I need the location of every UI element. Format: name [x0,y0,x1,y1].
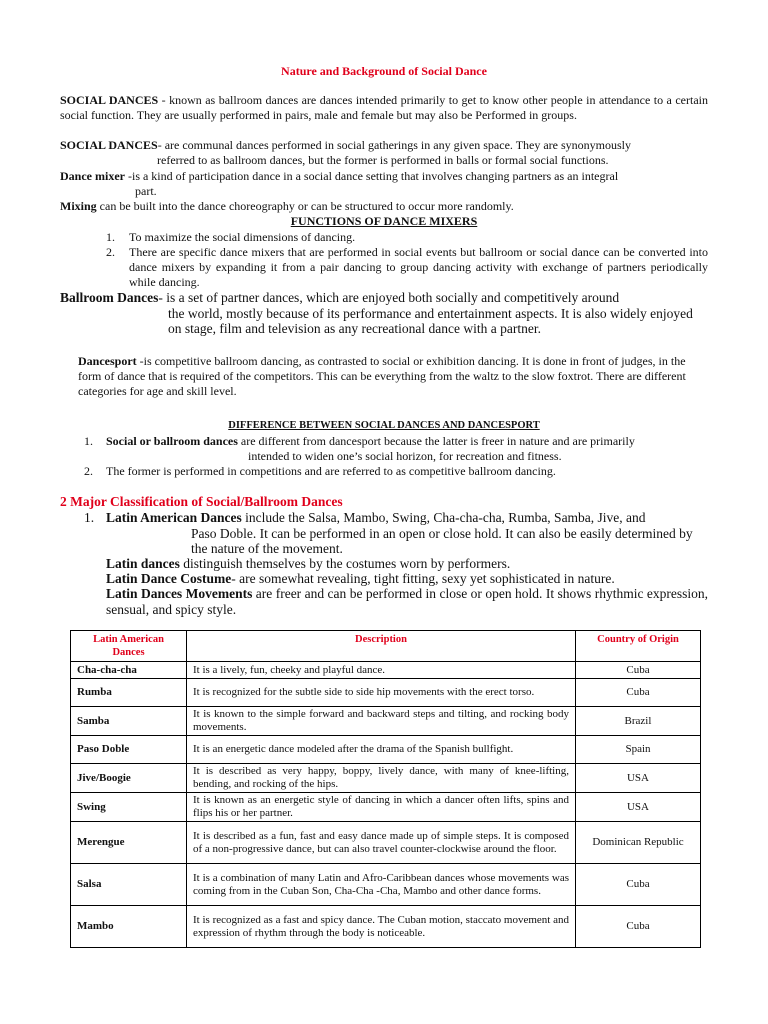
table-header-row [71,631,701,662]
table-row [71,906,701,948]
dance-country: Spain [576,736,701,764]
dance-name: Merengue [71,822,187,864]
dance-country: USA [576,764,701,793]
latin-dances-line [106,556,708,572]
list-number: 1. [84,510,95,525]
dance-description: It is recognized as a fast and spicy dance. The Cuban motion, staccato movement and expression of rhythm through the body is noticeable. [187,906,576,948]
latin-american-dances [84,510,708,557]
latin-movements-term: Latin Dances Movements [106,586,253,601]
list-item [106,230,708,245]
list-number: 2. [84,464,93,478]
list-text: To maximize the social dimensions of dancing. [129,230,356,244]
latin-dances-table [70,630,701,948]
latin-term: Latin American Dances [106,510,242,525]
ballroom-term: Ballroom Dances [60,290,159,305]
social-dances-term-2: SOCIAL DANCES [60,138,158,152]
dance-name: Rumba [71,679,187,707]
latin-costume-line [106,571,708,587]
mixing-text: can be built into the dance choreography or can be structured to occur more randomly. [96,199,514,213]
mixing-definition [60,199,708,214]
table-row [71,793,701,822]
list-number: 2. [106,245,115,259]
table-row [71,662,701,679]
dance-description: It is a lively, fun, cheeky and playful dance. [187,662,576,679]
dance-description: It is known to the simple forward and backward steps and tilting, and rocking body movements. [187,707,576,736]
table-row [71,679,701,707]
dance-description: It is described as very happy, boppy, lively dance, with many of knee-lifting, bending, and rocking of the hips. [187,764,576,793]
list-item [106,245,708,290]
ballroom-definition [60,290,708,337]
difference-list [84,434,708,479]
dance-country: Brazil [576,707,701,736]
page-title: Nature and Background of Social Dance [281,64,487,78]
mixing-term: Mixing [60,199,97,213]
column-header-description: Description [187,631,576,662]
dance-description: It is a combination of many Latin and Afro-Caribbean dances whose movements was coming from in the Cuban Son, Cha-Cha -Cha, Mambo and other dance forms. [187,864,576,906]
ballroom-rest: the world, mostly because of its performance and entertainment aspects. It is also widely enjoyed on stage, film and television as any recreational dance with a partner. [168,305,693,336]
table-row [71,864,701,906]
dancesport-text: -is competitive ballroom dancing, as contrasted to social or exhibition dancing. It is done in front of judges, in the form of dance that is required of the competitors. This can be everything from the waltz to the slow foxtrot. There are different categories for age and skill level. [78,354,686,398]
table-row [71,822,701,864]
difference-heading: DIFFERENCE BETWEEN SOCIAL DANCES AND DANCESPORT [228,420,540,431]
social-dances-line1: - are communal dances performed in social gatherings in any given space. They are synonymously [157,138,631,152]
dance-country: Cuba [576,662,701,679]
dance-mixer-definition [60,169,708,199]
dance-mixer-term: Dance mixer [60,169,125,183]
latin-rest: Paso Doble. It can be performed in an open or close hold. It can also be easily determined by the nature of the movement. [191,525,693,556]
dance-country: Cuba [576,906,701,948]
ballroom-line1: - is a set of partner dances, which are enjoyed both socially and competitively around [158,290,620,305]
latin-movements-text: are freer and can be performed in close or open hold. It shows rhythmic expression, sensual, and spicy style. [106,586,708,617]
latin-costume-term: Latin Dance Costume [106,571,232,586]
list-number: 1. [106,230,115,244]
difference-line1: are different from dancesport because the latter is freer in nature and are primarily [237,434,635,448]
dance-name: Cha-cha-cha [71,662,187,679]
latin-movements-line [106,586,708,617]
social-dances-definition-2 [60,138,708,168]
list-text: The former is performed in competitions and are referred to as competitive ballroom dancing. [106,464,556,478]
latin-dances-text: distinguish themselves by the costumes worn by performers. [179,556,511,571]
table-row [71,736,701,764]
dance-name: Samba [71,707,187,736]
functions-heading: FUNCTIONS OF DANCE MIXERS [290,214,478,228]
functions-list [106,230,708,290]
column-header-country: Country of Origin [576,631,701,662]
dance-name: Salsa [71,864,187,906]
dance-mixer-line2: part. [135,184,157,198]
dance-country: Dominican Republic [576,822,701,864]
list-number: 1. [84,434,93,448]
social-dances-definition [60,93,708,123]
social-dances-text: - known as ballroom dances are dances intended primarily to get to know other people in attendance to a certain social function. They are usually performed in pairs, male and female but may also be Performed in groups. [60,93,708,122]
dance-name: Paso Doble [71,736,187,764]
list-item [84,464,708,479]
dance-description: It is an energetic dance modeled after the drama of the Spanish bullfight. [187,736,576,764]
major-classification-heading: 2 Major Classification of Social/Ballroom Dances [60,494,343,509]
table-row [71,707,701,736]
dance-name: Mambo [71,906,187,948]
dance-country: Cuba [576,864,701,906]
column-header-dance: Latin American Dances [71,631,187,662]
dancesport-definition [78,354,708,399]
dance-description: It is recognized for the subtle side to side hip movements with the erect torso. [187,679,576,707]
dance-mixer-line1: -is a kind of participation dance in a social dance setting that involves changing partners as an integral [124,169,619,183]
dance-description: It is known as an energetic style of dancing in which a dancer often lifts, spins and flips his or her partner. [187,793,576,822]
latin-line1: include the Salsa, Mambo, Swing, Cha-cha-cha, Rumba, Samba, Jive, and [241,510,646,525]
list-item [84,434,708,464]
latin-dances-term: Latin dances [106,556,180,571]
social-dances-line2: referred to as ballroom dances, but the former is performed in balls or formal social functions. [157,153,609,167]
list-text: There are specific dance mixers that are performed in social events but ballroom or social dance can be converted into dance mixers by expanding it from a pair dancing to group dancing activity with exchange of partners periodically while dancing. [129,245,708,289]
dance-country: Cuba [576,679,701,707]
difference-term: Social or ballroom dances [106,434,238,448]
social-dances-term: SOCIAL DANCES [60,93,159,107]
difference-line2: intended to widen one’s social horizon, for recreation and fitness. [248,449,562,463]
dance-description: It is described as a fun, fast and easy dance made up of simple steps. It is composed of a non-progressive dance, but can also travel counter-clockwise around the floor. [187,822,576,864]
latin-costume-text: - are somewhat revealing, tight fitting, sexy yet sophisticated in nature. [231,571,615,586]
dance-name: Swing [71,793,187,822]
dance-name: Jive/Boogie [71,764,187,793]
dance-country: USA [576,793,701,822]
table-row [71,764,701,793]
dancesport-term: Dancesport [78,354,137,368]
